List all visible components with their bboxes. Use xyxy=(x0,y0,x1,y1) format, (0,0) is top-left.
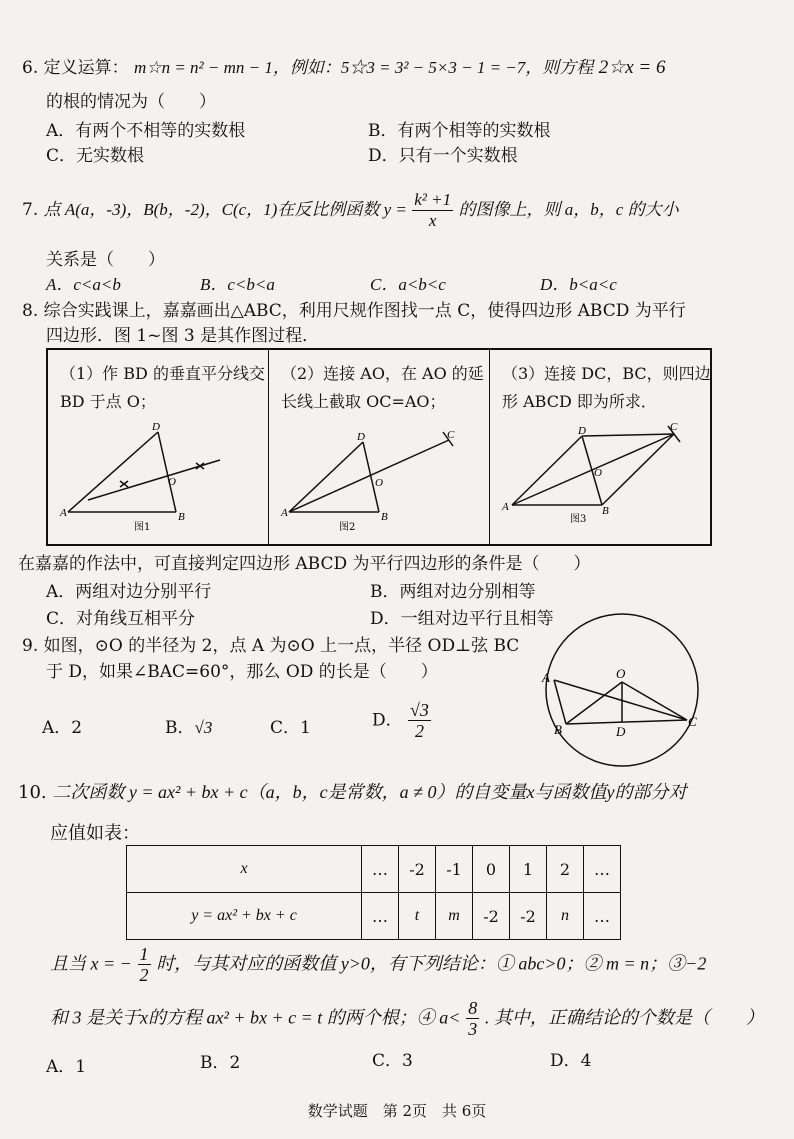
q8-number: 8. xyxy=(22,301,39,321)
fig3-label-o: O xyxy=(594,467,602,479)
q9-number: 9. xyxy=(22,636,39,656)
q7-stem-line2: 关系是（ ） xyxy=(46,250,165,270)
table-cell: t xyxy=(399,893,436,940)
q6-lead: 定义运算： xyxy=(43,58,129,78)
fig2-label-b: B xyxy=(381,511,388,523)
q8-step3-cell xyxy=(490,350,710,544)
table-cell: -2 xyxy=(473,893,510,940)
q7-stem-part2: 的图像上，则 a，b，c 的大小 xyxy=(458,200,679,219)
q7-stem-part1: 点 A(a，-3)，B(b，-2)，C(c，1)在反比例函数 y = xyxy=(43,200,407,219)
q8-step2-text: （2）连接 AO，在 AO 的延长线上截取 OC=AO； xyxy=(281,364,484,411)
fig1-label-d: D xyxy=(152,421,160,433)
q6-definition: m☆n = n² − mn − 1，例如：5☆3 = 3² − 5×3 − 1 = −7，则方程 xyxy=(134,58,594,77)
q8-stem-line1: 综合实践课上，嘉嘉画出△ABC，利用尺规作图找一点 C，使得四边形 ABCD 为平行 xyxy=(43,301,686,321)
q7-fraction: $\frac{\text{k² +1}}{x}$ xyxy=(414,190,452,230)
q8-construction-box xyxy=(46,348,712,546)
q6-option-d[interactable]: D．只有一个实数根 xyxy=(368,146,518,166)
q9-label-c: C xyxy=(688,714,697,729)
page-footer: 数学试题 第 2页 共 6页 xyxy=(307,1102,487,1120)
table-row xyxy=(127,893,621,940)
table-cell: -2 xyxy=(510,893,547,940)
q7-option-d[interactable]: D．b<a<c xyxy=(540,275,617,294)
q10-stem-line1: 二次函数 y = ax² + bx + c（a，b，c是常数，a ≠ 0）的自变量x与函数值y的部分对 xyxy=(52,782,687,802)
q8-figure2 xyxy=(269,350,489,545)
q9-option-b[interactable]: B．√3 xyxy=(165,718,213,738)
q10-stem-line2: 应值如表： xyxy=(50,823,140,844)
q9-stem xyxy=(22,634,519,658)
fig2-label-o: O xyxy=(375,477,383,489)
q10-stem xyxy=(18,780,687,805)
table-cell: -1 xyxy=(436,846,473,893)
q8-option-d[interactable]: D．一组对边平行且相等 xyxy=(370,609,554,629)
q10-value-table xyxy=(126,845,621,940)
q6-equation: 2☆x = 6 xyxy=(598,57,666,78)
table-cell: … xyxy=(362,893,399,940)
table-cell: n xyxy=(547,893,584,940)
q8-step2-cell xyxy=(269,350,490,544)
q7-option-b[interactable]: B．c<b<a xyxy=(200,275,275,294)
fig3-caption: 图3 xyxy=(570,514,587,525)
fig1-caption: 图1 xyxy=(134,522,151,533)
q10-option-c[interactable]: C．3 xyxy=(372,1051,413,1071)
q9-label-a: A xyxy=(542,670,550,685)
q6-number: 6. xyxy=(22,58,39,78)
table-cell: … xyxy=(584,846,621,893)
q9-circle-figure xyxy=(536,612,708,772)
q10-number: 10. xyxy=(18,782,47,803)
fig3-label-d: D xyxy=(578,425,586,437)
table-cell: 2 xyxy=(547,846,584,893)
table-cell: m xyxy=(436,893,473,940)
fig3-label-b: B xyxy=(602,505,609,517)
table-cell: … xyxy=(362,846,399,893)
table-cell: -2 xyxy=(399,846,436,893)
fig2-label-a: A xyxy=(281,507,288,519)
q6-option-a[interactable]: A．有两个不相等的实数根 xyxy=(46,121,246,141)
q8-stem xyxy=(22,299,686,323)
table-cell: 0 xyxy=(473,846,510,893)
fig1-label-a: A xyxy=(60,507,67,519)
q6-stem xyxy=(22,56,665,80)
q9-label-o: O xyxy=(616,666,626,681)
table-cell: … xyxy=(584,893,621,940)
q8-figure3 xyxy=(490,350,720,545)
fig3-label-a: A xyxy=(502,501,509,513)
q10-option-a[interactable]: A．1 xyxy=(46,1057,87,1077)
q8-step1-text: （1）作 BD 的垂直平分线交 BD 于点 O； xyxy=(60,364,265,411)
table-cell: y = ax² + bx + c xyxy=(127,893,362,940)
q9-label-d: D xyxy=(616,724,626,739)
q8-option-a[interactable]: A．两组对边分别平行 xyxy=(46,582,212,602)
q10-option-d[interactable]: D．4 xyxy=(550,1051,592,1071)
table-row xyxy=(127,846,621,893)
fig2-caption: 图2 xyxy=(339,522,356,533)
q9-stem-line2: 于 D，如果∠BAC=60°，那么 OD 的长是（ ） xyxy=(46,662,438,682)
q9-option-d[interactable]: D． $\frac{√3}{2}$ xyxy=(372,700,429,741)
q8-option-b[interactable]: B．两组对边分别相等 xyxy=(370,582,536,602)
q6-option-b[interactable]: B．有两个相等的实数根 xyxy=(368,121,551,141)
q9-label-b: B xyxy=(554,722,562,737)
q7-number: 7. xyxy=(22,200,39,220)
q6-option-c[interactable]: C．无实数根 xyxy=(46,146,145,166)
q8-step1-cell xyxy=(48,350,269,544)
fig1-label-b: B xyxy=(178,511,185,523)
table-cell: x xyxy=(127,846,362,893)
fig3-label-c: C xyxy=(670,421,678,433)
q9-option-a[interactable]: A．2 xyxy=(42,718,83,738)
q10-option-b[interactable]: B．2 xyxy=(200,1053,241,1073)
q9-stem-line1: 如图，⊙O 的半径为 2，点 A 为⊙O 上一点，半径 OD⊥弦 BC xyxy=(43,636,520,656)
q8-question: 在嘉嘉的作法中，可直接判定四边形 ABCD 为平行四边形的条件是（ ） xyxy=(18,554,591,574)
q6-stem-line2: 的根的情况为（ ） xyxy=(46,92,216,112)
q8-figure1 xyxy=(48,350,268,545)
fig2-label-c: C xyxy=(447,429,455,441)
q8-option-c[interactable]: C．对角线互相平分 xyxy=(46,609,196,629)
q10-line3: 和 3 是关于x的方程 ax² + bx + c = t 的两个根；④ a< $\frac{8}{3}$ . 其中，正确结论的个数是（ ） xyxy=(50,998,764,1039)
q8-step3-text: （3）连接 DC，BC，则四边形 ABCD 即为所求． xyxy=(502,364,711,411)
q8-stem-line2: 四边形．图 1~图 3 是其作图过程． xyxy=(46,326,320,346)
fig2-label-d: D xyxy=(357,431,365,443)
table-cell: 1 xyxy=(510,846,547,893)
q7-option-a[interactable]: A．c<a<b xyxy=(46,275,121,294)
q7-option-c[interactable]: C．a<b<c xyxy=(370,275,446,294)
q10-condition: 且当 x = − $\frac{1}{2}$ 时，与其对应的函数值 y>0，有下列结论：① abc>0；② m = n；③−2 xyxy=(50,944,707,985)
q9-option-c[interactable]: C．1 xyxy=(270,718,311,738)
q7-stem xyxy=(22,190,679,231)
fig1-label-o: O xyxy=(168,476,176,488)
